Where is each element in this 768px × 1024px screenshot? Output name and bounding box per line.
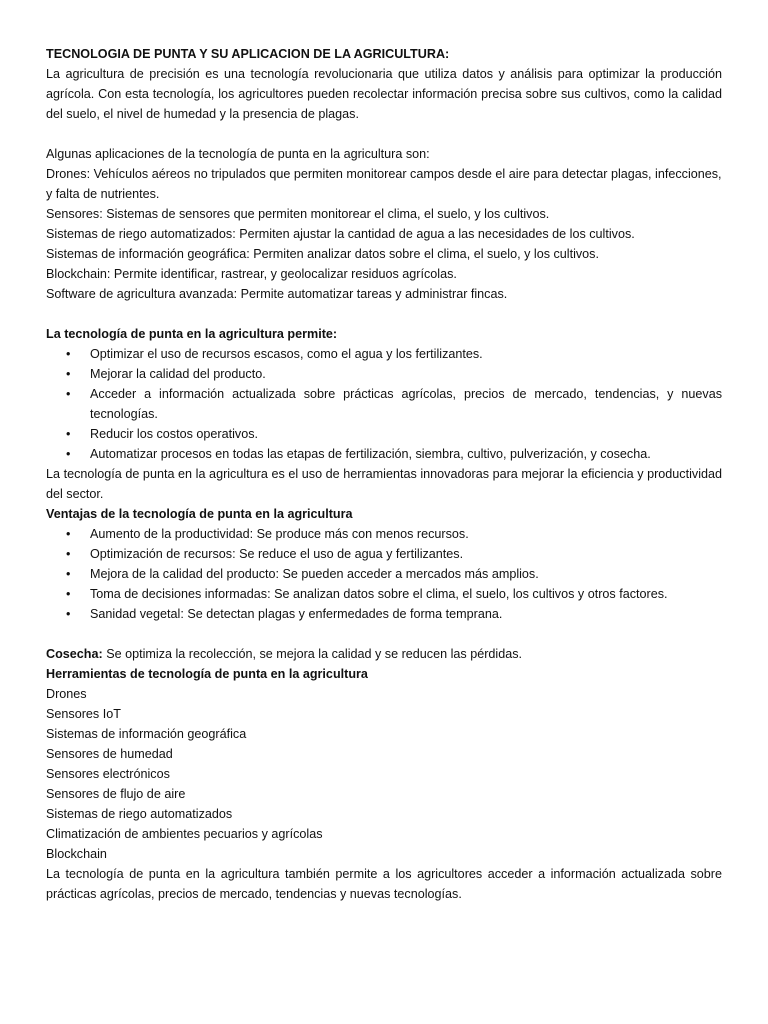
list-item: • Aumento de la productividad: Se produce más con menos recursos. bbox=[90, 524, 722, 544]
harvest-text: Se optimiza la recolección, se mejora la calidad y se reducen las pérdidas. bbox=[102, 647, 523, 661]
tool-item: Sistemas de riego automatizados bbox=[46, 807, 233, 821]
harvest-paragraph bbox=[46, 644, 722, 664]
tool-item: Sensores electrónicos bbox=[46, 767, 170, 781]
document-title: TECNOLOGIA DE PUNTA Y SU APLICACION DE LA AGRICULTURA: bbox=[46, 47, 450, 61]
tool-item: Sensores IoT bbox=[46, 707, 121, 721]
intro-paragraph: La agricultura de precisión es una tecnología revolucionaria que utiliza datos y análisis para optimizar la producción agrícola. Con esta tecnología, los agricultores pueden recolectar información precisa sobre sus cultivos, como la calidad del suelo, el nivel de humedad y la presencia de plagas. bbox=[46, 67, 722, 121]
spacer bbox=[46, 124, 722, 144]
list-item: • Mejora de la calidad del producto: Se pueden acceder a mercados más amplios. bbox=[90, 564, 722, 584]
list-item: • Sanidad vegetal: Se detectan plagas y enfermedades de forma temprana. bbox=[90, 604, 722, 624]
spacer bbox=[46, 624, 722, 644]
bullet-icon: • bbox=[66, 367, 71, 381]
closing-paragraph: La tecnología de punta en la agricultura también permite a los agricultores acceder a información actualizada sobre prácticas agrícolas, precios de mercado, tendencias y nuevas tecnologías. bbox=[46, 867, 722, 901]
application-item: Sistemas de información geográfica: Permiten analizar datos sobre el clima, el suelo, y los cultivos. bbox=[46, 247, 599, 261]
bullet-icon: • bbox=[66, 347, 71, 361]
tool-item: Sensores de humedad bbox=[46, 747, 173, 761]
application-item: Sistemas de riego automatizados: Permiten ajustar la cantidad de agua a las necesidades de los cultivos. bbox=[46, 227, 635, 241]
list-item: • Mejorar la calidad del producto. bbox=[90, 364, 722, 384]
tool-item: Sensores de flujo de aire bbox=[46, 787, 186, 801]
list-item: • Reducir los costos operativos. bbox=[90, 424, 722, 444]
bullet-icon: • bbox=[66, 547, 71, 561]
bullet-icon: • bbox=[66, 387, 71, 401]
list-item: • Acceder a información actualizada sobre prácticas agrícolas, precios de mercado, tendencias, y nuevas tecnologías. bbox=[90, 384, 722, 424]
application-item: Software de agricultura avanzada: Permite automatizar tareas y administrar fincas. bbox=[46, 287, 508, 301]
advantages-list bbox=[46, 524, 722, 624]
tool-item: Sistemas de información geográfica bbox=[46, 727, 247, 741]
permits-heading: La tecnología de punta en la agricultura permite: bbox=[46, 327, 338, 341]
harvest-label: Cosecha: bbox=[46, 647, 103, 661]
list-item: • Automatizar procesos en todas las etapas de fertilización, siembra, cultivo, pulverización, y cosecha. bbox=[90, 444, 722, 464]
applications-intro: Algunas aplicaciones de la tecnología de punta en la agricultura son: bbox=[46, 147, 430, 161]
bullet-icon: • bbox=[66, 427, 71, 441]
list-item: • Optimizar el uso de recursos escasos, como el agua y los fertilizantes. bbox=[90, 344, 722, 364]
definition-paragraph: La tecnología de punta en la agricultura es el uso de herramientas innovadoras para mejorar la eficiencia y productividad del sector. bbox=[46, 467, 722, 501]
tools-heading: Herramientas de tecnología de punta en la agricultura bbox=[46, 667, 368, 681]
permits-list bbox=[46, 344, 722, 464]
tool-item: Blockchain bbox=[46, 847, 107, 861]
bullet-icon: • bbox=[66, 587, 71, 601]
advantages-heading: Ventajas de la tecnología de punta en la agricultura bbox=[46, 507, 353, 521]
bullet-icon: • bbox=[66, 447, 71, 461]
bullet-icon: • bbox=[66, 527, 71, 541]
tool-item: Climatización de ambientes pecuarios y agrícolas bbox=[46, 827, 323, 841]
tool-item: Drones bbox=[46, 687, 87, 701]
tools-list bbox=[46, 684, 722, 864]
list-item: • Toma de decisiones informadas: Se analizan datos sobre el clima, el suelo, los cultivos y otros factores. bbox=[90, 584, 722, 604]
spacer bbox=[46, 304, 722, 324]
bullet-icon: • bbox=[66, 607, 71, 621]
application-item: Drones: Vehículos aéreos no tripulados que permiten monitorear campos desde el aire para detectar plagas, infecciones, y falta de nutrientes. bbox=[46, 167, 722, 201]
applications-list bbox=[46, 164, 722, 304]
bullet-icon: • bbox=[66, 567, 71, 581]
application-item: Sensores: Sistemas de sensores que permiten monitorear el clima, el suelo, y los cultivos. bbox=[46, 207, 550, 221]
application-item: Blockchain: Permite identificar, rastrear, y geolocalizar residuos agrícolas. bbox=[46, 267, 457, 281]
list-item: • Optimización de recursos: Se reduce el uso de agua y fertilizantes. bbox=[90, 544, 722, 564]
